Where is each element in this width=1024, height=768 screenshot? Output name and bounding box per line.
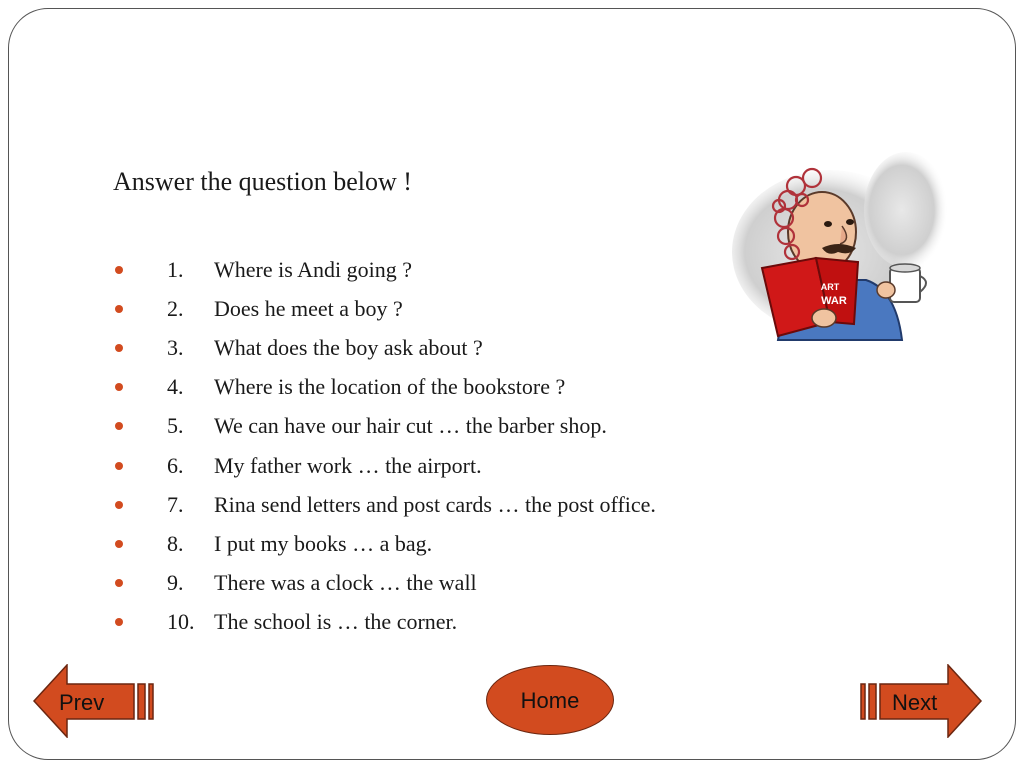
bullet-icon — [115, 501, 123, 509]
home-label: Home — [520, 688, 580, 713]
question-text: Where is Andi going ? — [214, 256, 412, 282]
question-item — [113, 250, 656, 289]
prev-label: Prev — [59, 690, 105, 715]
bullet-icon — [115, 266, 123, 274]
bullet-icon — [115, 579, 123, 587]
question-number: 6. — [167, 452, 184, 478]
reading-man-illustration — [726, 140, 966, 350]
question-item — [113, 446, 656, 485]
question-number: 5. — [167, 413, 184, 439]
bullet-icon — [115, 344, 123, 352]
next-label: Next — [892, 690, 938, 715]
svg-text:ART: ART — [820, 282, 840, 292]
question-text: My father work … the airport. — [214, 452, 482, 478]
question-item — [113, 485, 656, 524]
question-item — [113, 564, 656, 603]
question-number: 4. — [167, 374, 184, 400]
question-item — [113, 603, 656, 642]
question-text: What does the boy ask about ? — [214, 334, 483, 360]
question-text: Where is the location of the bookstore ? — [214, 374, 566, 400]
question-text: Rina send letters and post cards … the post office. — [214, 491, 656, 517]
question-item — [113, 368, 656, 407]
svg-text:WAR: WAR — [821, 295, 847, 307]
bullet-icon — [115, 540, 123, 548]
bullet-icon — [115, 422, 123, 430]
question-item — [113, 289, 656, 328]
home-button[interactable] — [486, 665, 614, 735]
question-text: The school is … the corner. — [214, 609, 458, 635]
question-text: There was a clock … the wall — [214, 570, 477, 596]
question-number: 9. — [167, 570, 184, 596]
question-number: 7. — [167, 491, 184, 517]
bullet-icon — [115, 305, 123, 313]
slide-heading: Answer the question below ! — [113, 167, 412, 196]
question-item — [113, 328, 656, 367]
question-number: 8. — [167, 530, 184, 556]
question-number: 10. — [167, 609, 195, 635]
bullet-icon — [115, 618, 123, 626]
question-item — [113, 407, 656, 446]
prev-button[interactable] — [33, 664, 183, 738]
question-number: 3. — [167, 334, 184, 360]
question-text: We can have our hair cut … the barber shop. — [214, 413, 607, 439]
question-number: 1. — [167, 256, 184, 282]
question-text: I put my books … a bag. — [214, 530, 433, 556]
bullet-icon — [115, 383, 123, 391]
question-text: Does he meet a boy ? — [214, 295, 403, 321]
question-item — [113, 524, 656, 563]
question-list — [113, 250, 656, 642]
next-button[interactable] — [856, 664, 1006, 738]
question-number: 2. — [167, 295, 184, 321]
bullet-icon — [115, 462, 123, 470]
